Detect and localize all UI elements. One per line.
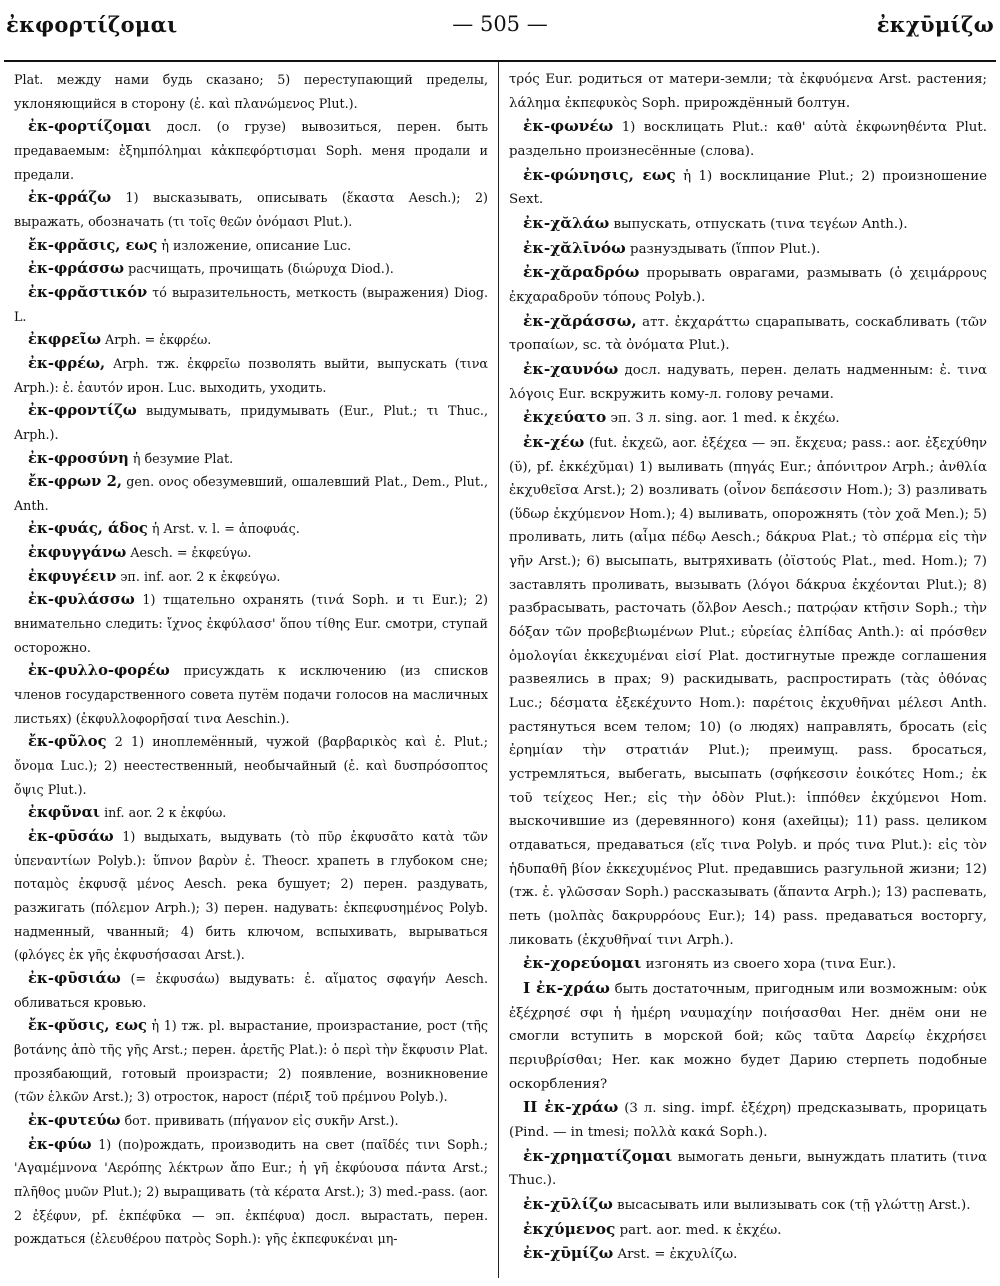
entry-definition: τρός Eur. родиться от матери-земли; τὰ ἐκφυόμενα Arst. растения; λάλημα ἐκπεφυκὸς Soph. прирождённый болтун. [509,72,987,111]
entry-definition: Arph. тж. ἐκφρεῖω позволять выйти, выпускать (τινα Arph.): ἐ. ἑαυτόν ирон. Luc. выходить, уходить. [14,355,488,395]
entry-headword: ἔκ-φῠσις, εως [28,1017,147,1035]
entry-headword: ἐκ-χᾰραδρόω [523,263,640,282]
dictionary-entry [509,358,987,406]
entry-headword: ἐκφυγέειν [28,567,117,585]
dictionary-entry [14,1133,488,1251]
dictionary-entry [14,257,488,281]
entry-headword: II ἐκ-χράω [523,1098,619,1117]
entry-headword: ἐκφῦναι [28,804,101,822]
entry-definition: Aesch. = ἐκφεύγω. [126,545,252,561]
entry-headword: ἐκ-φορτίζομαι [28,118,152,136]
page-header [0,10,1000,44]
entry-headword: ἐκ-φύω [28,1135,92,1153]
entry-definition: высасывать или вылизывать сок (τῇ γλώττῃ Arst.). [612,1197,971,1213]
entry-definition: прорывать оврагами, размывать (ὁ χειμάρρους ἐκχαραδροῦν τόπους Polyb.). [509,266,987,305]
entry-headword: ἐκ-φωνέω [523,117,614,136]
entry-definition: выдумывать, придумывать (Eur., Plut.; τι Thuc., Arph.). [14,403,488,442]
entry-definition: τό выразительность, меткость (выражения) Diog. L. [14,284,488,324]
right-column [509,68,987,1280]
entry-definition: досл. (о грузе) вывозиться, перен. быть предаваемым: ἐξημπόλημαι κἀκπεφόρτισμαι Soph. меня продали и предали. [14,119,488,182]
dictionary-entry [14,541,488,565]
dictionary-entry [509,164,987,212]
dictionary-entry [14,1109,488,1133]
entry-headword: ἐκ-φυτεύω [28,1111,121,1129]
dictionary-entry [14,281,488,328]
entry-definition: part. aor. med. к ἐκχέω. [615,1222,782,1238]
entry-headword: ἐκχύμενος [523,1219,616,1238]
entry-headword: ἐκ-φώνησις, εως [523,165,676,184]
entry-definition: разнуздывать (ἵππον Plut.). [625,241,821,257]
dictionary-entry [509,261,987,309]
dictionary-entry [509,952,987,977]
entry-definition: ἡ Arst. v. l. = ἀποφυάς. [147,521,300,537]
dictionary-entry [14,447,488,471]
header-right-guide-word: ἐκχῡμίζω [876,12,994,37]
entry-definition: изгонять из своего хора (τινα Eur.). [641,957,897,973]
dictionary-entry [14,234,488,258]
entry-headword: ἔκ-φρων 2, [28,473,122,491]
dictionary-entry [14,352,488,399]
header-left-guide-word: ἐκφορτίζομαι [6,12,178,37]
entry-definition: досл. надувать, перен. делать надменным: ἐ. τινα λόγοις Eur. вскружить кому-л. голову речами. [509,362,987,402]
entry-headword: ἐκ-φροντίζω [28,402,137,420]
entry-headword: ἐκφυγγάνω [28,544,127,562]
dictionary-entry [509,1096,987,1144]
column-divider [498,62,499,1278]
entry-definition: gen. ονος обезумевший, ошалевший Plat., Dem., Plut., Anth. [14,474,488,513]
entry-headword: ἐκ-χῡμίζω [523,1244,614,1263]
dictionary-entry [14,801,488,825]
entry-headword: ἐκ-χᾰράσσω, [523,311,637,330]
entry-headword: ἐκ-φροσύνη [28,449,129,467]
entry-definition: 2 1) иноплемённый, чужой (βαρβαρικὸς καὶ ἐ. Plut.; ὄνομα Luc.); 2) неестественный, необычайный (ἐ. καὶ δυσπρόσοπτος ὄψις Plut.). [14,734,488,797]
dictionary-entry [14,825,488,967]
entry-definition: ἡ 1) восклицание Plut.; 2) произношение Sext. [509,168,987,208]
entry-definition: эп. 3 л. sing. aor. 1 med. к ἐκχέω. [606,411,840,427]
dictionary-entry [509,1145,987,1193]
dictionary-entry [14,399,488,446]
entry-definition: бот. прививать (πήγανον εἰς συκῆν Arst.). [120,1112,399,1128]
entry-definition: 1) высказывать, описывать (ἕκαστα Aesch.); 2) выражать, обозначать (τι τοῖς θεῶν ὀνόμασι Plut.). [14,190,488,229]
entry-headword: ἔκ-φῦλος [28,733,107,751]
entry-definition: ἡ изложение, описание Luc. [157,237,352,253]
entry-headword: I ἐκ-χράω [523,978,610,997]
entry-definition: inf. aor. 2 к ἐκφύω. [100,805,227,821]
dictionary-entry [509,1242,987,1267]
entry-definition: Plat. между нами будь сказано; 5) переступающий пределы, уклоняющийся в сторону (ἐ. καὶ πλανώμενος Plut.). [14,72,488,111]
entry-definition: эп. inf. aor. 2 к ἐκφεύγω. [116,568,281,584]
entry-definition: выпускать, отпускать (τινα τεγέων Anth.). [609,216,908,232]
entry-headword: ἐκ-φράζω [28,189,112,207]
entry-continuation [509,68,987,115]
dictionary-entry [14,328,488,352]
entry-headword: ἐκ-φυάς, άδος [28,520,148,538]
entry-definition: вымогать деньги, вынуждать платить (τινα Thuc.). [509,1149,987,1189]
dictionary-entry [509,237,987,262]
dictionary-entry [14,967,488,1014]
entry-definition: Arst. = ἐκχυλίζω. [613,1247,738,1263]
entry-definition: 1) тщательно охранять (τινά Soph. и τι Eur.); 2) внимательно следить: ἴχνος ἐκφύλασσ' ὅπου τίθης Eur. смотри, ступай осторожно. [14,592,488,655]
entry-headword: ἐκ-φῡσάω [28,828,114,845]
dictionary-entry [509,115,987,163]
entry-headword: ἐκ-χᾰλάω [523,213,610,232]
entry-headword: ἐκ-φυλάσσω [28,591,135,609]
entry-headword: ἐκ-φυλλο-φορέω [28,662,170,680]
entry-definition: (= ἐκφυσάω) выдувать: ἐ. αἵματος σφαγήν Aesch. обливаться кровью. [14,970,488,1010]
dictionary-entry [509,310,987,358]
dictionary-entry [14,659,488,730]
dictionary-entry [509,1218,987,1243]
dictionary-entry [14,1014,488,1109]
entry-continuation [14,68,488,115]
entry-definition: 1) выдыхать, выдувать (τὸ πῦρ ἐκφυσᾶτο κατὰ τῶν ὑπεναντίων Polyb.): ὕπνον βαρὺν ἐ. Theocr. храпеть в глубоком сне; ποταμὸς ἐκφυσᾷ μένος Aesch. река бушует; 2) перен. раздувать, разжигать (πόλεμον Arph.); 3) перен. надувать: ἐκπεφυσημένος Polyb. надменный, чванный; 4) бить ключом, вспыхивать, вырываться (φλόγες ἐκ γῆς ἐκφυσήσασαι Arst.). [14,829,488,963]
dictionary-entry [14,517,488,541]
dictionary-entry [509,977,987,1096]
entry-headword: ἐκ-χορεύομαι [523,954,642,973]
entry-headword: ἐκ-φρέω, [28,354,106,372]
entry-headword: ἐκφρεῖω [28,331,102,349]
entry-definition: быть достаточным, пригодным или возможным: οὐκ ἐξέχρησέ σφι ἡ ἡμέρη ναυμαχίην ποιήσασθαι Her. днём они не смогли вступить в морской бой; κῶς ταῦτα Δαρείῳ ἐκχρήσει περιυβρίσθαι; Her. как можно будет Дарию стерпеть подобные оскорбления? [509,981,987,1092]
dictionary-entry [509,406,987,431]
entry-headword: ἐκ-χαυνόω [523,359,619,378]
entry-headword: ἐκ-φῡσιάω [28,969,121,987]
entry-definition: присуждать к исключению (из списков членов государственного совета путём подачи голосов на масличных листьях) (ἐκφυλλοφορῆσαί τινα Aeschin.). [14,663,488,726]
dictionary-entry [509,1193,987,1218]
entry-definition: расчищать, прочищать (διώρυχα Diod.). [124,261,394,277]
entry-definition: атт. ἐκχαράττω сцарапывать, соскабливать (τῶν τροπαίων, sc. τὰ ὀνόματα Plut.). [509,314,987,354]
entry-headword: ἐκ-χέω [523,432,585,451]
page-number: — 505 — [452,12,548,36]
entry-headword: ἐκ-φρᾰστικόν [28,283,148,301]
entry-definition: Arph. = ἐκφρέω. [101,332,212,348]
entry-headword: ἐκ-χῡλίζω [523,1194,613,1213]
entry-definition: ἡ безумие Plat. [128,450,234,466]
dictionary-entry [14,730,488,801]
dictionary-entry [14,186,488,233]
dictionary-entry [14,565,488,589]
dictionary-entry [14,470,488,517]
entry-headword: ἐκ-χρηματίζομαι [523,1146,673,1165]
entry-headword: ἔκ-φρᾰσις, εως [28,236,158,254]
entry-headword: ἐκ-χᾰλῑνόω [523,238,626,257]
header-rule [4,60,996,62]
entry-headword: ἐκχεύατο [523,408,607,427]
dictionary-entry [509,212,987,237]
dictionary-entry [509,431,987,952]
entry-definition: (3 л. sing. impf. ἐξέχρη) предсказывать, прорицать (Pind. — in tmesi; πολλὰ κακά Soph.). [509,1101,987,1140]
entry-definition: 1) восклицать Plut.: καθ' αὑτὰ ἐκφωνηθέντα Plut. раздельно произнесённые (слова). [509,120,987,159]
entry-headword: ἐκ-φράσσω [28,260,125,278]
entry-definition: 1) (по)рождать, производить на свет (παῖδές τινι Soph.; 'Αγαμέμνονα 'Αερόπης λέκτρων ἄπο Eur.; ἡ γῆ ἐκφύουσα πάντα Arst.; πλῆθος μυῶν Plut.); 2) выращивать (τὰ κέρατα Arst.); 3) med.-pass. (aor. 2 ἐξέφυν, pf. ἐκπέφῡκα — эп. ἐκπέφυα) досл. вырастать, перен. рождаться (ἐλευθέρου πατρὸς Soph.): γῆς ἐκπεφυκέναι μη- [14,1136,488,1247]
left-column [14,68,488,1280]
entry-definition: ἡ 1) тж. pl. вырастание, произрастание, рост (τῆς βοτάνης ἀπὸ τῆς γῆς Arst.; перен. ἀρετῆς Plat.): ὁ περὶ τὴν ἔκφυσιν Plat. прозябающий, готовый произрасти; 2) появление, возникновение (τῶν ἑλκῶν Arst.); 3) отросток, нарост (πέριξ τοῦ πρέμνου Polyb.). [14,1018,488,1105]
dictionary-entry [14,588,488,659]
dictionary-entry [14,115,488,186]
entry-definition: (fut. ἐκχεῶ, aor. ἐξέχεα — эп. ἔκχευα; pass.: aor. ἐξεχύθην (ῠ), pf. ἐκκέχῠμαι) 1) выливать (πηγάς Eur.; ἀπόνιτρον Arph.; ἀνθλία ἐκχυθεῖσα Arst.); 2) возливать (οἶνον δεπάεσσιν Hom.); 3) разливать (ὕδωρ ἐκχύμενον Hom.); 4) выливать, опорожнять (τὸν χοᾶ Men.); 5) проливать, лить (αἷμα πέδῳ Aesch.; δάκρυα Plat.; τὸ σπέρμα εἰς τὴν γῆν Arst.); 6) высыпать, вытряхивать (ὀϊστούς Plat., med. Hom.); 7) заставлять проливать, вызывать (λόγοι δάκρυα ἐκχέονται Plut.); 8) разбрасывать, расточать (ὄλβον Aesch.; πατρῴαν κτῆσιν Soph.; τὴν δόξαν τῶν προβεβιωμένων Plut.; εὐρείας ἐλπίδας Anth.): αἱ πρόσθεν ὁμολογίαι ἐκκεχυμέναι εἰσί Plat. достигнутые прежде соглашения развеялись в прах; 9) раскидывать, распростирать (τὰς ὀθόνας Luc.; δέσματα ἐξεκέχυντο Hom.): παρέτοις ἐκχυθῆναι μέλεσι Anth. растянуться всем телом; 10) (о людях) направлять, бросать (εἰς ἐρημίαν τὴν στρατιάν Plut.); преимущ. pass. бросаться, устремляться, выбегать, высыпать (σφήκεσσιν ἐοικότες Hom.; ἐκ τοῦ τείχεος Her.; εἰς τὴν ὁδὸν Plut.): ἱππόθεν ἐκχύμενοι Hom. выскочившие из (деревянного) коня (ахейцы); 11) pass. целиком отдаваться, предаваться (εἴς τινα Polyb. и πρός τινα Plut.): εἰς τὸν ἡδυπαθῆ βίον ἐκκεχυμένος Plut. предавшись разгульной жизни; 12) (тж. ἐ. γλῶσσαν Soph.) рассказывать (ἅπαντα Arph.); 13) распевать, петь (μολπὰς δακρυρρόους Eur.); 14) pass. предаваться восторгу, ликовать (ἐκχυθῆναί τινι Arph.). [509,435,987,948]
